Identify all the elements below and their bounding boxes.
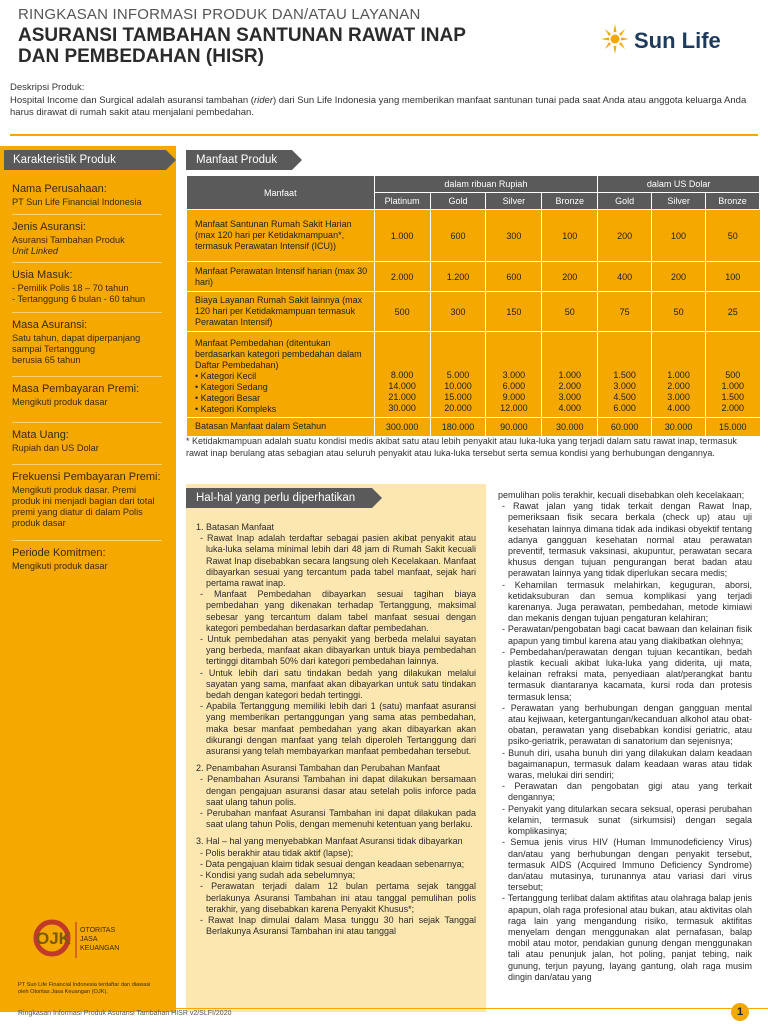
surgery-value: 8.000: [390, 370, 414, 380]
table-cell: 200: [598, 210, 652, 262]
note-item: - Kehamilan termasuk melahirkan, keguguran, aborsi, ketidaksuburan dan semua komplikasi yang terjadi karenanya. Juga perawatan, pembedahan, metode kimiawi dan mekanis dengan tujuan pengaturan kelahiran;: [502, 579, 752, 624]
surgery-category-list: [195, 371, 368, 415]
notes-heading-text: Hal-hal yang perlu diperhatikan: [196, 492, 356, 504]
item-value: Satu tahun, dapat diperpanjang: [12, 333, 141, 343]
divider: [12, 214, 162, 215]
surgery-value: 9.000: [502, 392, 526, 402]
product-title: [18, 25, 578, 67]
table-cell: 60.000: [598, 418, 652, 436]
product-title-line1: ASURANSI TAMBAHAN SANTUNAN RAWAT INAP: [18, 25, 466, 46]
surgery-value: 6.000: [613, 403, 636, 413]
item-value: Mengikuti produk dasar: [12, 397, 108, 407]
item-value: premi yang diatur di dalam Polis: [12, 507, 143, 517]
table-cell: 2.000: [374, 262, 430, 292]
ojk-name-line: JASA: [80, 936, 98, 943]
product-description: [10, 82, 760, 120]
page-number: 1: [731, 1003, 749, 1021]
surgery-value: 3.000: [613, 381, 636, 391]
divider: [10, 134, 758, 136]
table-cell: 180.000: [430, 418, 486, 436]
surgery-value: 3.000: [558, 392, 582, 402]
surgery-value: 2.000: [558, 381, 582, 391]
table-cell: [542, 332, 598, 418]
surgery-category: • Kategori Kompleks: [195, 404, 277, 414]
item-value: Asuransi Tambahan Produk: [12, 235, 125, 245]
commitment-period-item: [12, 548, 170, 572]
note-item: - Rawat jalan yang tidak terkait dengan Rawat Inap, pemeriksaan fisik secara berkala (check up) atau uji kesehatan lainnya dimana tidak ada indikasi obyektif tentang adanya gangguan kesehatan normal atau perawatan preventif, termasuk vaksinasi, akupuntur, perawatan secara khusus dengan tujuan pengurangan berat badan atau perawatan lainnya yang tidak diperlukan secara medis;: [502, 501, 752, 579]
surgery-value: 500: [725, 370, 741, 380]
logo-text: Sun Life: [634, 28, 721, 53]
characteristics-panel: [0, 146, 176, 1012]
table-cell: 25: [706, 292, 760, 332]
table-cell: 400: [598, 262, 652, 292]
surgery-value: 5.000: [446, 370, 470, 380]
note-item: - Semua jenis virus HIV (Human Immunodeficiency Virus) dan/atau yang berhubungan dengan penyakit tersebut, termasuk AIDS (Acquired Immuno Deficiency Syndrome) dan/atau mutasinya, turunannya atau variasi dari virus tersebut;: [502, 837, 752, 893]
surgery-value: 3.000: [667, 392, 690, 402]
surgery-value: 12.000: [500, 403, 528, 413]
column-header-plan: Bronze: [706, 193, 760, 210]
table-cell-label: Manfaat Perawatan Intensif harian (max 30 hari): [187, 262, 375, 292]
surgery-value: 30.000: [388, 403, 416, 413]
description-text-part: Hospital Income dan Surgical adalah asuransi tambahan (: [10, 94, 254, 106]
table-cell: 75: [598, 292, 652, 332]
note-heading: 2. Penambahan Asuransi Tambahan dan Perubahan Manfaat: [196, 763, 441, 774]
note-item: - Apabila Tertanggung memiliki lebih dari 1 (satu) manfaat asuransi yang memberikan pertanggungan yang sama atas pembedahan, maka besar manfaat pembedahan yang akan dibayarkan akan dikurangi dengan manfaat yang telah diperoleh Tertanggung dari asuransi yang telah membayarkan manfaat pembedahan tersebut.: [200, 701, 476, 757]
table-cell: 150: [486, 292, 542, 332]
table-row: [187, 262, 760, 292]
sun-icon: [600, 22, 630, 56]
note-item: - Untuk lebih dari satu tindakan bedah yang dilakukan melalui sayatan yang sama, manfaat akan dibayarkan untuk satu tindakan bedah dengan kategori bedah tertinggi.: [200, 667, 476, 701]
insurance-type-item: [12, 222, 170, 257]
notes-left-column: [196, 516, 476, 937]
entry-age-item: [12, 270, 170, 305]
item-value: - Tertanggung 6 bulan - 60 tahun: [12, 294, 146, 304]
table-row: [187, 210, 760, 262]
product-title-line2: DAN PEMBEDAHAN (HISR): [18, 46, 264, 67]
table-cell: 100: [652, 210, 706, 262]
table-cell: 300: [486, 210, 542, 262]
sun-life-logo: [600, 22, 750, 62]
table-cell: 200: [652, 262, 706, 292]
note-item: - Untuk pembedahan atas penyakit yang berbeda melalui sayatan yang berbeda, manfaat akan dibayarkan untuk biaya pembedahan tertinggi ditambah 50% dari kategori pembedahan lainnya.: [200, 634, 476, 667]
company-item: [12, 184, 170, 208]
note-item: - Perawatan yang berhubungan dengan gangguan mental atau kejiwaan, ketergantungan/kecanduan alkohol atau obat-obatan, perawatan yang disebabkan kondisi geriatric, atau psiko-geriatrik, perawatan di sanatorium dan sejenisnya;: [502, 702, 752, 747]
column-header-plan: Silver: [652, 193, 706, 210]
table-cell: 15.000: [706, 418, 760, 436]
surgery-value: 2.000: [667, 381, 690, 391]
note-item: - Tertanggung terlibat dalam aktifitas atau olahraga balap jenis apapun, olah raga profesional atau bukan, atau aktivitas olah raga lain yang mengandung risiko, termasuk aktifitas menyelam dengan menggunakan alat pernafasan, balap mobil atau motor, pendakian gunung dengan menggunakan tali atau penunjuk jalan, hot poling, panjat tebing, naik gunung, terjun payung, layang gantung, olah raga musim dingin dan/atau yang: [502, 893, 752, 982]
divider: [12, 540, 162, 541]
note-item: - Penyakit yang ditularkan secara seksual, operasi perubahan kelamin, termasuk sunat (sirkumsisi) dengan segala komplikasinya;: [502, 803, 752, 837]
notes-heading: [186, 488, 372, 508]
table-cell-label: Batasan Manfaat dalam Setahun: [187, 418, 375, 436]
table-cell: 50: [652, 292, 706, 332]
insurance-period-item: [12, 320, 170, 366]
note-item: - Polis berakhir atau tidak aktif (lapse);: [200, 847, 354, 858]
table-cell: 600: [430, 210, 486, 262]
surgery-value: 6.000: [502, 381, 526, 391]
table-cell: 500: [374, 292, 430, 332]
column-header-plan: Gold: [430, 193, 486, 210]
table-cell: 600: [486, 262, 542, 292]
note-heading: 1. Batasan Manfaat: [196, 522, 275, 532]
header-pretitle: RINGKASAN INFORMASI PRODUK DAN/ATAU LAYANAN: [18, 6, 421, 23]
column-group-rupiah: dalam ribuan Rupiah: [374, 176, 598, 193]
item-label: Nama Perusahaan:: [12, 183, 107, 195]
divider: [12, 312, 162, 313]
table-header-row: [187, 176, 760, 193]
description-rider-term: rider: [253, 94, 273, 106]
premium-period-item: [12, 384, 170, 408]
table-cell: [486, 332, 542, 418]
item-value: produk ini menjadi bagian dari total: [12, 496, 155, 506]
note-item: - Rawat Inap adalah terdaftar sebagai pasien akibat penyakit atau luka-luka selama minimal lebih dari 48 jam di Rumah Sakit kecuali Rawat Inap disebabkan secara langsung oleh Kecelakaan. Manfaat dibayarkan sesuai yang tercantum pada tabel manfaat, sejak hari pertama rawat inap.: [200, 533, 476, 589]
benefit-heading-text: Manfaat Produk: [196, 154, 278, 166]
column-header-benefit: Manfaat: [187, 176, 375, 210]
table-cell: [598, 332, 652, 418]
notes-right-column: [498, 490, 752, 983]
table-row: [187, 332, 760, 418]
table-cell: 50: [706, 210, 760, 262]
item-label: Masa Asuransi:: [12, 319, 88, 331]
divider: [12, 376, 162, 377]
table-cell: 50: [542, 292, 598, 332]
description-text-part: ) dari Sun Life Indonesia yang memberikan manfaat santunan tunai pada saat Anda atau anggota keluarga Anda harus dirawat di rumah sakit atau menjalani pembedahan.: [10, 94, 747, 118]
note-item: - Perubahan manfaat Asuransi Tambahan ini dapat dilakukan pada saat ulang tahun Polis, dengan memenuhi ketentuan yang berlaku.: [200, 808, 476, 830]
note-item: - Kondisi yang sudah ada sebelumnya;: [200, 870, 356, 881]
item-label: Periode Komitmen:: [12, 547, 106, 559]
premium-frequency-item: [12, 472, 170, 529]
table-cell: 30.000: [542, 418, 598, 436]
surgery-value: 1.500: [613, 370, 636, 380]
ojk-note: PT Sun Life Financial Indonesia terdaftar dan diawasi oleh Otoritas Jasa Keuangan (OJK).: [18, 982, 151, 995]
table-cell: 300: [430, 292, 486, 332]
surgery-category: • Kategori Kecil: [195, 371, 257, 381]
item-value: Mengikuti produk dasar. Premi: [12, 485, 137, 495]
note-item: - Data pengajuan klaim tidak sesuai dengan keadaan sebenarnya;: [200, 858, 465, 869]
surgery-value: 10.000: [444, 381, 472, 391]
description-text: [10, 95, 760, 120]
item-value: - Pemilik Polis 18 – 70 tahun: [12, 283, 129, 293]
item-value: produk dasar: [12, 518, 66, 528]
table-cell-label: Manfaat Santunan Rumah Sakit Harian (max 120 hari per Ketidakmampuan*, termasuk Perawatan Intensif (ICU)): [187, 210, 375, 262]
divider: [12, 464, 162, 465]
note-item: - Rawat Inap dimulai dalam Masa tunggu 30 hari sejak Tanggal Berlakunya Asuransi Tambahan ini atau tanggal: [200, 914, 476, 937]
ojk-emblem-icon: [30, 914, 140, 964]
table-cell: [374, 332, 430, 418]
column-group-usd: dalam US Dolar: [598, 176, 760, 193]
surgery-value: 1.500: [721, 392, 745, 402]
ojk-logo-text: OJK: [36, 929, 71, 948]
item-value: Mengikuti produk dasar: [12, 561, 108, 571]
table-cell: 300.000: [374, 418, 430, 436]
item-label: Usia Masuk:: [12, 269, 73, 281]
surgery-value: 1.000: [558, 370, 582, 380]
note-item: pemulihan polis terakhir, kecuali disebabkan oleh kecelakaan;: [498, 490, 745, 500]
note-item: - Manfaat Pembedahan dibayarkan sesuai tagihan biaya pembedahan yang dikenakan terhadap Tertanggung, maksimal sebesar yang tercantum dalam tabel manfaat sesuai dengan kategori pembedahan berdasarkan daftar pembedahan.: [200, 589, 476, 633]
surgery-value: 1.000: [667, 370, 690, 380]
column-header-plan: Bronze: [542, 193, 598, 210]
note-item: - Pembedahan/perawatan dengan tujuan kecantikan, bedah plastik kecuali akibat luka-luka yang diderita, uji mata, kelainan refraksi mata, penyediaan alat/perangkat bantu termasuk diantaranya kacamata, kursi roda dan protesis termasuk lensa;: [502, 646, 752, 702]
table-cell: 30.000: [652, 418, 706, 436]
surgery-category: • Kategori Besar: [195, 393, 261, 403]
benefit-table: [186, 175, 760, 436]
footer-text: Ringkasan Informasi Produk Asuransi Tambahan HISR v2/SLFI/2020: [18, 1010, 232, 1017]
table-row: [187, 292, 760, 332]
note-item: - Perawatan dan pengobatan gigi atau yang terkait dengannya;: [502, 781, 752, 803]
table-cell: 90.000: [486, 418, 542, 436]
ojk-name-line: KEUANGAN: [80, 945, 120, 952]
document-header: [18, 6, 578, 67]
footnote: * Ketidakmampuan adalah suatu kondisi medis akibat satu atau lebih penyakit atau luka-luka yang terjadi dalam satu rawat inap, termasuk rawat inap berulang atas sebagian atau seluruh penyakit atau luka-luka tersebut serta semua kondisi yang berhubungan dengannya.: [186, 436, 737, 458]
surgery-value: 4.000: [558, 403, 582, 413]
surgery-value: 4.000: [667, 403, 690, 413]
surgery-value: 4.500: [613, 392, 636, 402]
note-item: - Penambahan Asuransi Tambahan ini dapat dilakukan bersamaan dengan pengajuan asuransi dasar atau setelah polis inforce pada saat ulang tahun polis.: [200, 774, 476, 807]
table-cell: 100: [706, 262, 760, 292]
item-label: Jenis Asuransi:: [12, 221, 86, 233]
table-cell: 1.000: [374, 210, 430, 262]
description-label: Deskripsi Produk:: [10, 82, 85, 93]
surgery-value: 15.000: [444, 392, 472, 402]
note-item: - Bunuh diri, usaha bunuh diri yang dilakukan dalam keadaan bagaimanapun, termasuk dalam keadaan waras atau tidak waras, melukai diri sendiri;: [502, 747, 752, 781]
divider: [12, 262, 162, 263]
item-label: Mata Uang:: [12, 429, 69, 441]
surgery-value: 2.000: [721, 403, 745, 413]
note-heading: 3. Hal – hal yang menyebabkan Manfaat Asuransi tidak dibayarkan: [196, 836, 463, 847]
table-cell: [430, 332, 486, 418]
currency-item: [12, 430, 170, 454]
surgery-value: 20.000: [444, 403, 472, 413]
surgery-label: Manfaat Pembedahan (ditentukan berdasarkan kategori pembedahan dalam Daftar Pembedahan): [195, 338, 362, 370]
item-value: PT Sun Life Financial Indonesia: [12, 197, 142, 207]
note-item: - Perawatan terjadi dalam 12 bulan pertama sejak tanggal berlakunya Asuransi Tambahan ini atau tanggal pemulihan polis terakhir, yang disebabkan karena Penyakit Khusus*;: [200, 881, 476, 914]
table-row: [187, 418, 760, 436]
table-cell: [706, 332, 760, 418]
item-label: Frekuensi Pembayaran Premi:: [12, 471, 161, 483]
item-value: Unit Linked: [12, 246, 58, 256]
item-value: Rupiah dan US Dolar: [12, 443, 99, 453]
table-cell-label: [187, 332, 375, 418]
table-cell: 200: [542, 262, 598, 292]
ojk-logo: [30, 914, 140, 974]
table-cell: 100: [542, 210, 598, 262]
surgery-category: • Kategori Sedang: [195, 382, 268, 392]
surgery-value: 3.000: [502, 370, 526, 380]
divider: [12, 422, 162, 423]
ojk-name-line: OTORITAS: [80, 927, 116, 934]
table-cell-label: Biaya Layanan Rumah Sakit lainnya (max 120 hari per Ketidakmampuan termasuk Perawatan Intensif): [187, 292, 375, 332]
surgery-value: 1.000: [721, 381, 745, 391]
table-cell: 1.200: [430, 262, 486, 292]
column-header-plan: Platinum: [374, 193, 430, 210]
item-value: berusia 65 tahun: [12, 355, 81, 365]
benefit-heading: [186, 150, 292, 170]
table-cell: [652, 332, 706, 418]
column-header-plan: Gold: [598, 193, 652, 210]
column-header-plan: Silver: [486, 193, 542, 210]
surgery-value: 14.000: [388, 381, 416, 391]
item-label: Masa Pembayaran Premi:: [12, 383, 140, 395]
item-value: sampai Tertanggung: [12, 344, 96, 354]
note-item: - Perawatan/pengobatan bagi cacat bawaan dan kelainan fisik apapun yang timbul karena atau yang diakibatkan olehnya;: [502, 624, 752, 646]
footer-divider: [0, 1008, 768, 1009]
characteristics-heading-text: Karakteristik Produk: [13, 154, 116, 166]
characteristics-heading: [4, 150, 166, 170]
surgery-value: 21.000: [388, 392, 416, 402]
